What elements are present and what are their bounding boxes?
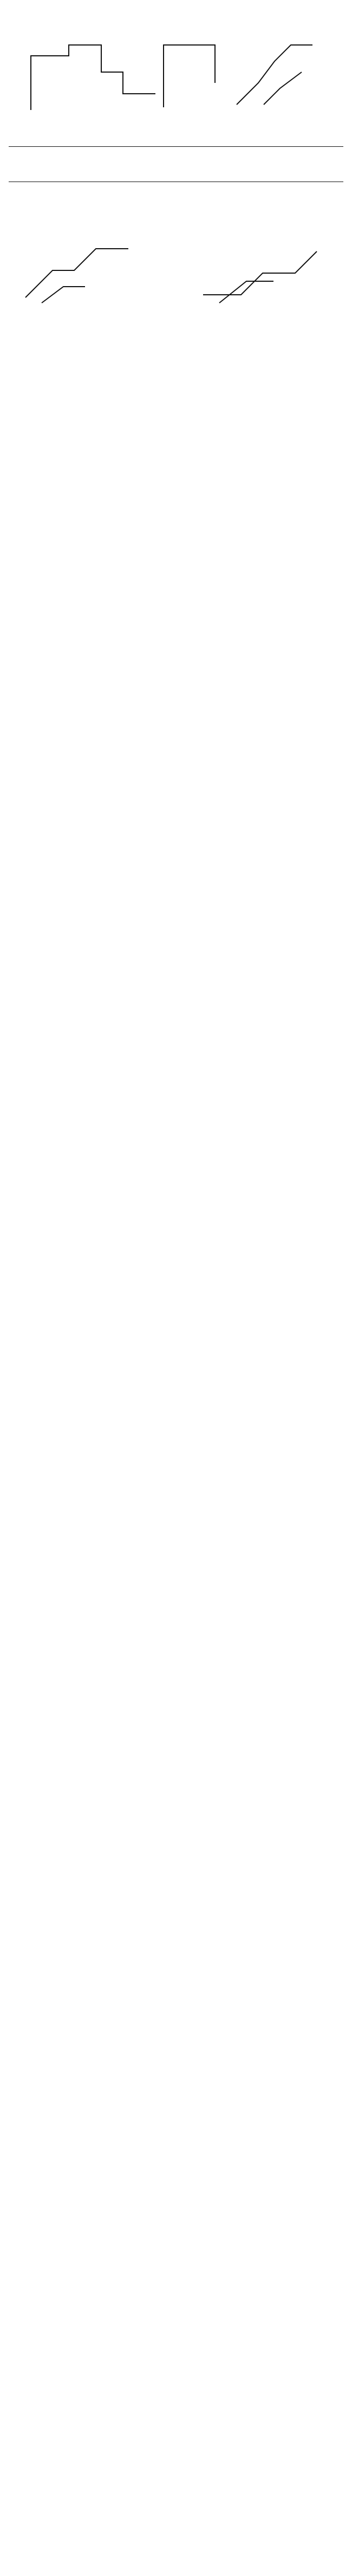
spacer (9, 199, 343, 208)
diagram-stroke (264, 72, 302, 105)
diagram-stroke (42, 287, 85, 303)
diagram-stroke (219, 281, 273, 303)
spacer (9, 133, 343, 142)
diagram-stroke (237, 45, 312, 105)
bottom-figure-col-left (9, 217, 171, 321)
spacer (9, 169, 343, 177)
diagram-stroke (203, 251, 317, 295)
diagram-stroke (31, 45, 155, 110)
mechanism-diagram (9, 23, 344, 126)
mode-shape-diagram (181, 222, 344, 314)
spacer (9, 13, 343, 18)
bottom-figures-row (9, 217, 343, 321)
equations-block (9, 182, 343, 185)
spacer (9, 208, 343, 217)
diagram-stroke (25, 249, 128, 297)
equations-block (9, 146, 343, 150)
diagram-stroke (164, 45, 215, 107)
spacer (9, 191, 343, 199)
diagram-figure (9, 221, 171, 316)
bottom-figure-col-right (181, 217, 343, 321)
diagram-figure (9, 23, 343, 129)
diagram-figure (181, 221, 343, 316)
spacer (9, 156, 343, 169)
mode-shape-diagram (9, 222, 172, 314)
